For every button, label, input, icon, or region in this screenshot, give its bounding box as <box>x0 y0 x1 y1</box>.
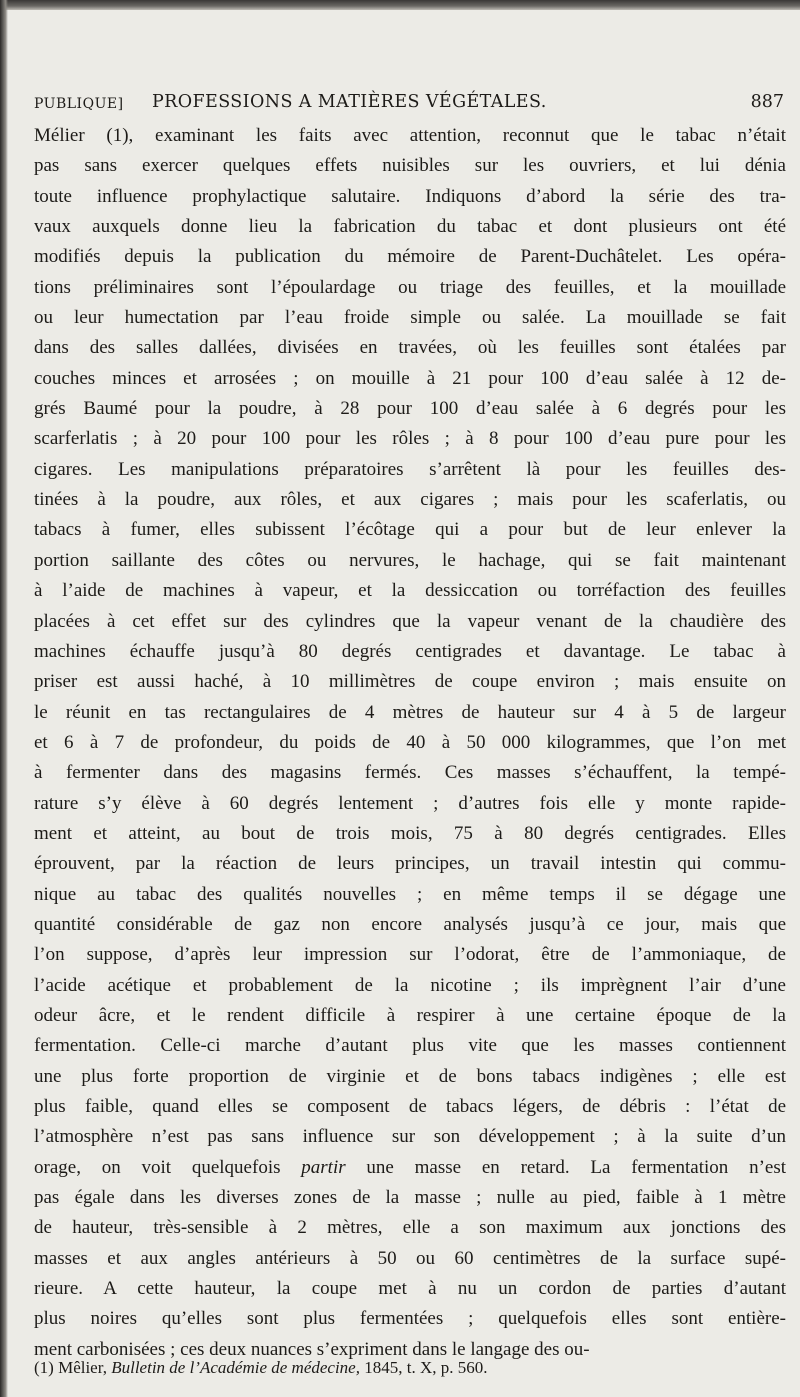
running-head-title: PROFESSIONS A MATIÈRES VÉGÉTALES. <box>152 92 547 112</box>
text-line: priser est aussi haché, à 10 millimètres de coupe environ ; mais ensuite on <box>34 671 786 693</box>
text-line: rature s’y élève à 60 degrés lentement ; d’autres fois elle y monte rapide- <box>34 792 786 814</box>
text-line: l’on suppose, d’après leur impression sur l’odorat, être de l’ammoniaque, de <box>34 944 786 966</box>
text-line: plus faible, quand elles se composent de tabacs légers, de débris : l’état de <box>34 1096 786 1117</box>
text-line: à l’aide de machines à vapeur, et la dessiccation ou torréfaction des feuilles <box>34 580 786 602</box>
footnote <box>34 1357 786 1379</box>
page-number: 887 <box>750 92 784 112</box>
text-line: cigares. Les manipulations préparatoires s’arrêtent là pour les feuilles des- <box>34 458 786 480</box>
text-line: masses et aux angles antérieurs à 50 ou 60 centimètres de la surface supé- <box>34 1247 786 1269</box>
text-line: toute influence prophylactique salutaire. Indiquons d’abord la série des tra- <box>34 185 786 207</box>
text-line: ment et atteint, au bout de trois mois, 75 à 80 degrés centigrades. Elles <box>34 822 786 844</box>
text-line: tinées à la poudre, aux rôles, et aux cigares ; mais pour les scaferlatis, ou <box>34 489 786 511</box>
running-head-left: PUBLIQUE] <box>34 96 124 112</box>
text-line: plus noires qu’elles sont plus fermentées ; quelquefois elles sont entière- <box>34 1308 786 1330</box>
text-line: éprouvent, par la réaction de leurs principes, un travail intestin qui commu- <box>34 853 786 875</box>
text-line: de hauteur, très-sensible à 2 mètres, elle a son maximum aux jonctions des <box>34 1217 786 1239</box>
text-line: dans des salles dallées, divisées en travées, où les feuilles sont étalées par <box>34 337 786 359</box>
text-line: l’acide acétique et probablement de la nicotine ; ils imprègnent l’air d’une <box>34 974 786 996</box>
footnote-rest: 1845, t. X, p. 560. <box>364 1358 488 1377</box>
text-line: l’atmosphère n’est pas sans influence sur son développement ; à la suite d’un <box>34 1126 786 1148</box>
text-line: nique au tabac des qualités nouvelles ; en même temps il se dégage une <box>34 883 786 905</box>
emphasis: partir <box>301 1156 346 1178</box>
text-line: et 6 à 7 de profondeur, du poids de 40 à 50 000 kilogrammes, que l’on met <box>34 731 786 753</box>
text-line: tions préliminaires sont l’époulardage ou triage des feuilles, et la mouillade <box>34 276 786 298</box>
text-line: orage, on voit quelquefois partir une masse en retard. La fermentation n’est <box>34 1156 786 1178</box>
footnote-title: Bulletin de l’Académie de médecine, <box>111 1358 360 1377</box>
text-line: Mélier (1), examinant les faits avec attention, reconnut que le tabac n’était <box>34 125 786 146</box>
text-line: ment carbonisées ; ces deux nuances s’expriment dans le langage des ou- <box>34 1338 590 1360</box>
text-line: placées à cet effet sur des cylindres que la vapeur venant de la chaudière des <box>34 610 786 632</box>
text-line: modifiés depuis la publication du mémoire de Parent-Duchâtelet. Les opéra- <box>34 246 786 268</box>
page-top-edge <box>0 0 800 10</box>
footnote-marker: (1) Mêlier, <box>34 1358 107 1377</box>
text-line: machines échauffe jusqu’à 80 degrés centigrades et davantage. Le tabac à <box>34 640 786 662</box>
body-text <box>34 121 786 1365</box>
text-line: tabacs à fumer, elles subissent l’écôtage qui a pour but de leur enlever la <box>34 519 786 541</box>
text-line: fermentation. Celle-ci marche d’autant plus vite que les masses contiennent <box>34 1035 786 1057</box>
text-line: vaux auxquels donne lieu la fabrication du tabac et dont plusieurs ont été <box>34 216 786 238</box>
text-line: une plus forte proportion de virginie et de bons tabacs indigènes ; elle est <box>34 1065 786 1087</box>
text-line: quantité considérable de gaz non encore analysés jusqu’à ce jour, mais que <box>34 913 786 935</box>
text-line: ou leur humectation par l’eau froide simple ou salée. La mouillade se fait <box>34 307 786 329</box>
text-line: pas sans exercer quelques effets nuisibles sur les ouvriers, et lui dénia <box>34 155 786 177</box>
text-line: le réunit en tas rectangulaires de 4 mètres de hauteur sur 4 à 5 de largeur <box>34 701 786 723</box>
running-head <box>34 92 790 118</box>
text-line: pas égale dans les diverses zones de la masse ; nulle au pied, faible à 1 mètre <box>34 1187 786 1209</box>
text-line: scarferlatis ; à 20 pour 100 pour les rôles ; à 8 pour 100 d’eau pure pour les <box>34 428 786 450</box>
text-line: odeur âcre, et le rendent difficile à respirer à une certaine époque de la <box>34 1004 786 1026</box>
text-line: rieure. A cette hauteur, la coupe met à nu un cordon de parties d’autant <box>34 1278 786 1300</box>
text-line: couches minces et arrosées ; on mouille à 21 pour 100 d’eau salée à 12 de- <box>34 367 786 389</box>
page-binding-edge <box>0 0 8 1397</box>
text-line: grés Baumé pour la poudre, à 28 pour 100 d’eau salée à 6 degrés pour les <box>34 398 786 420</box>
text-line: portion saillante des côtes ou nervures, le hachage, qui se fait maintenant <box>34 549 786 571</box>
text-line: à fermenter dans des magasins fermés. Ces masses s’échauffent, la tempé- <box>34 762 786 784</box>
